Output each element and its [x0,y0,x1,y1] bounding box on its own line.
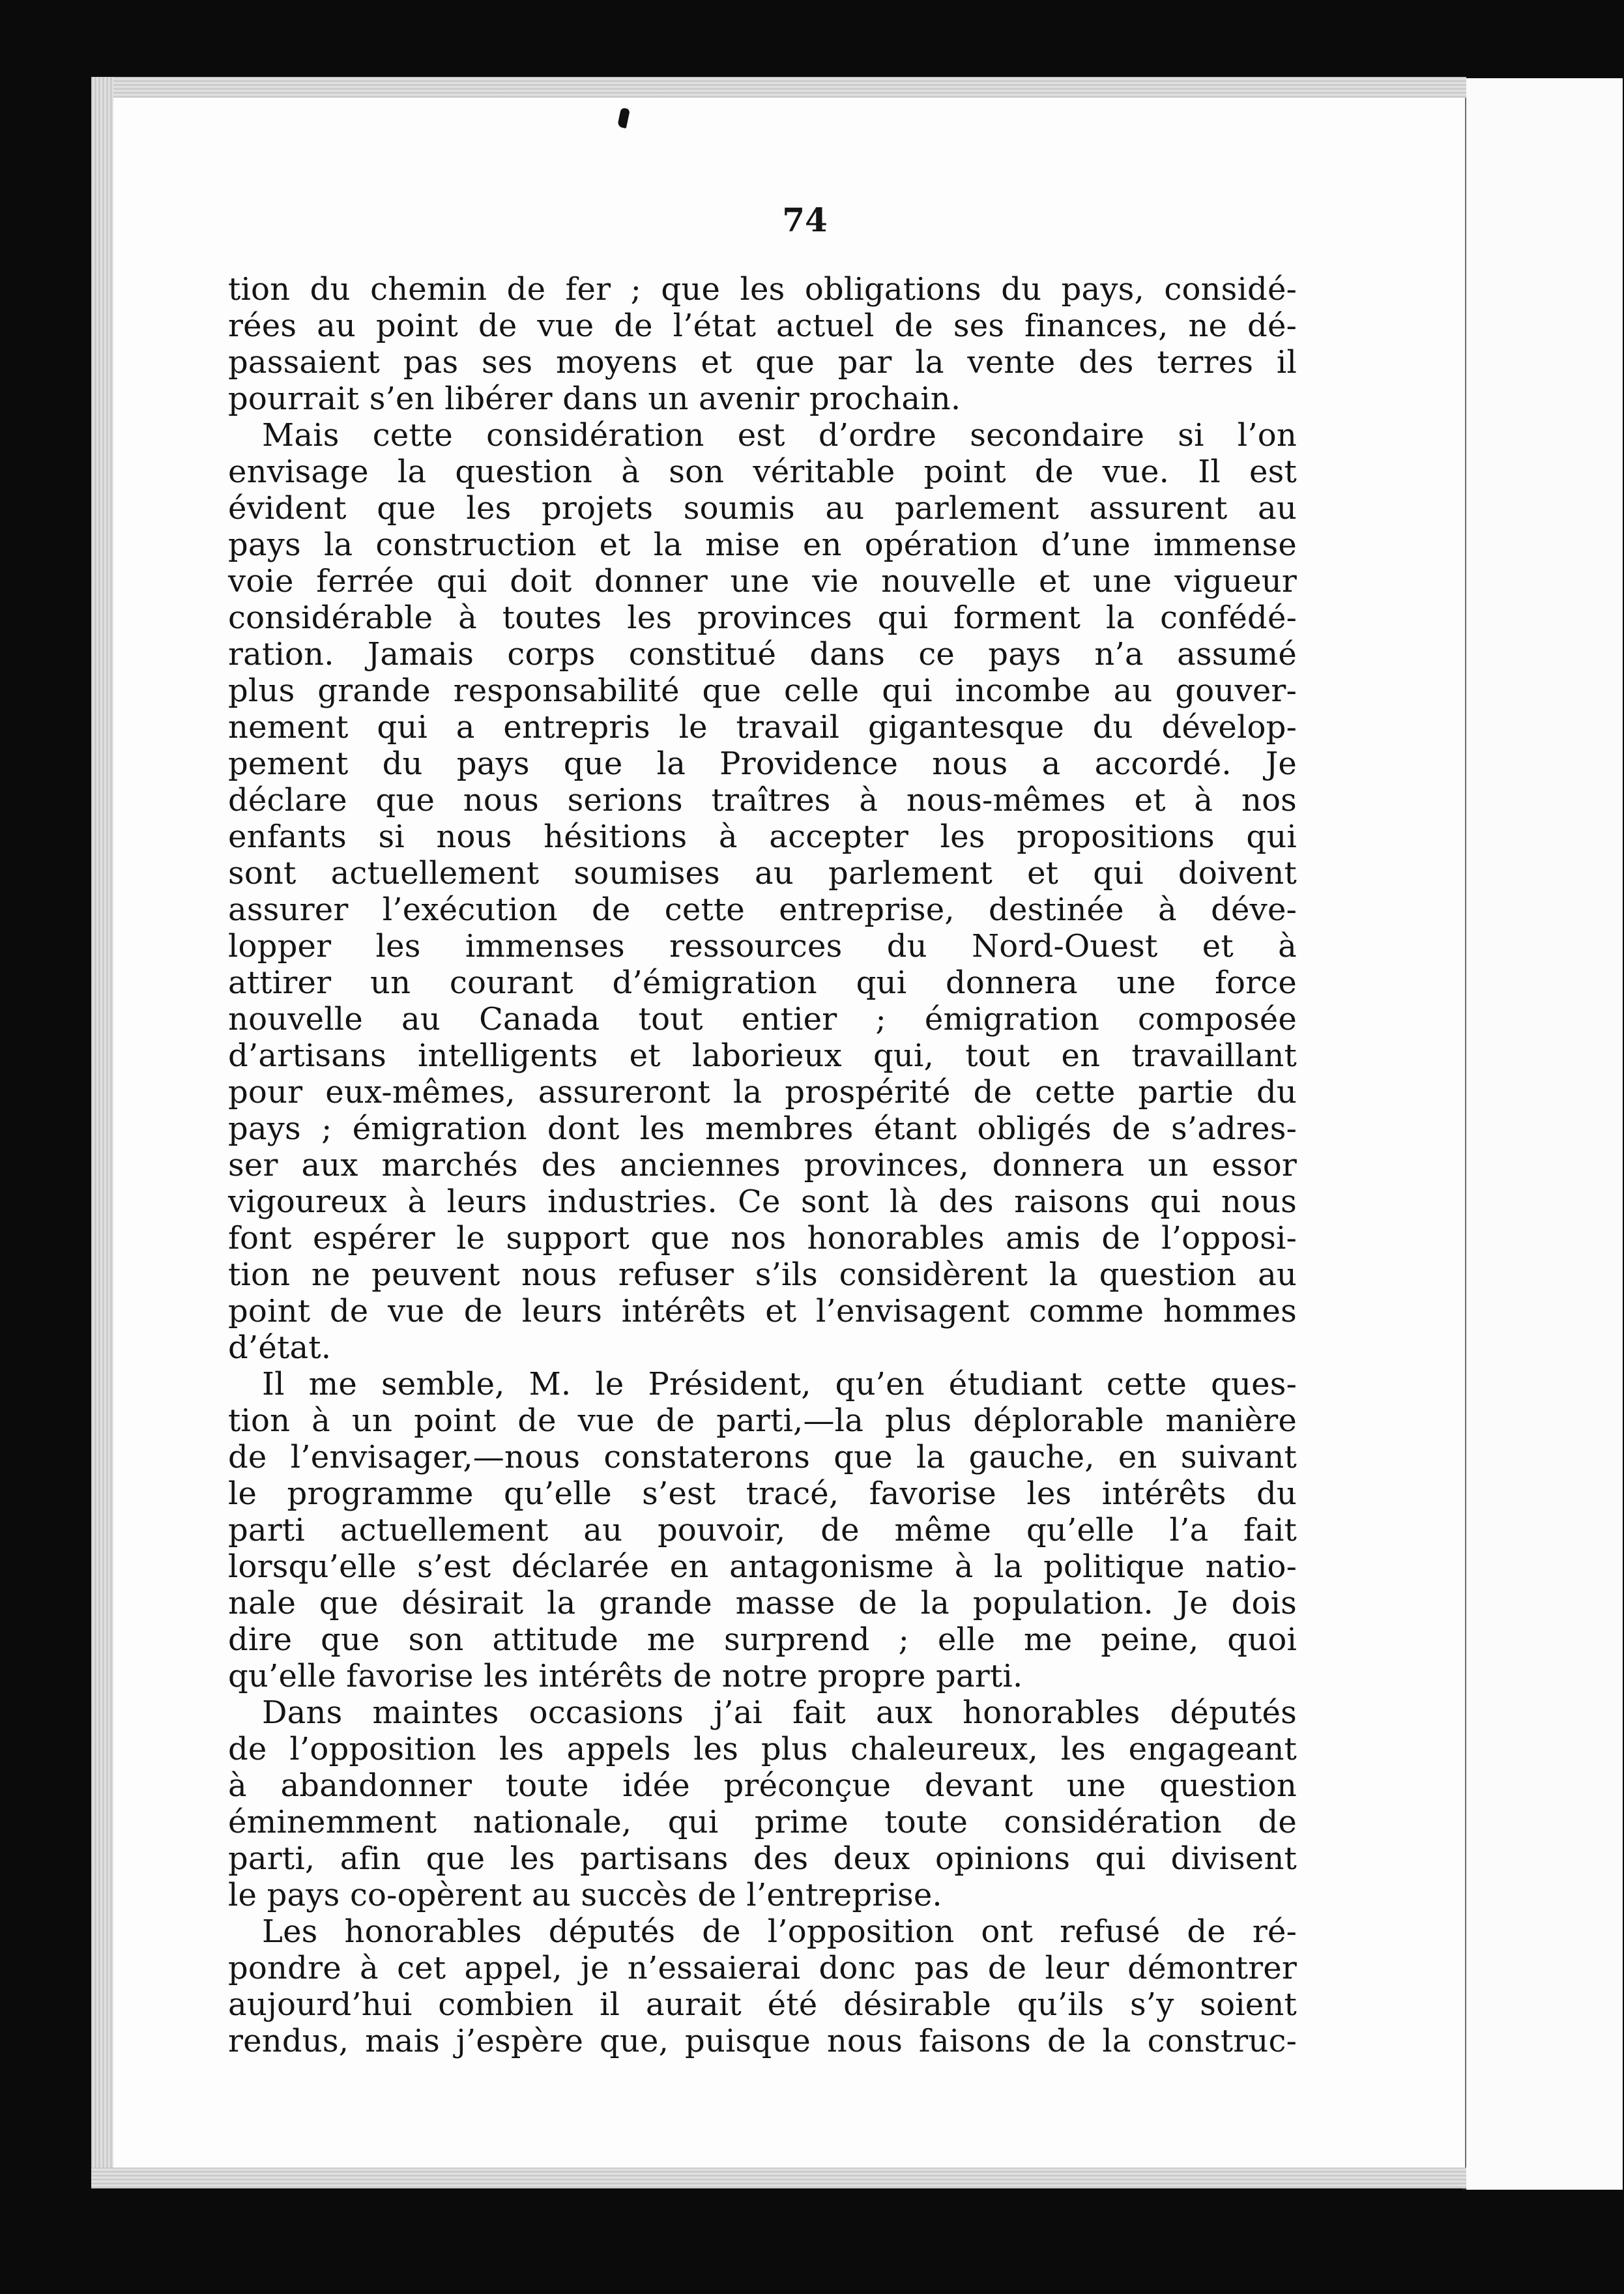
adjacent-page-edge [1462,78,1623,2190]
text-line: dire que son attitude me surprend ; elle me peine, quoi [228,1621,1297,1658]
text-line: passaient pas ses moyens et que par la vente des terres il [228,344,1297,381]
text-line: déclare que nous serions traîtres à nous-mêmes et à nos [228,782,1297,819]
text-line: pement du pays que la Providence nous a accordé. Je [228,746,1297,782]
text-line: tion ne peuvent nous refuser s’ils considèrent la question au [228,1256,1297,1293]
text-line: d’artisans intelligents et laborieux qui, tout en travaillant [228,1038,1297,1074]
text-line: parti, afin que les partisans des deux opinions qui divisent [228,1840,1297,1877]
text-line: considérable à toutes les provinces qui forment la confédé- [228,600,1297,636]
text-line: de l’opposition les appels les plus chaleureux, les engageant [228,1731,1297,1767]
text-line: qu’elle favorise les intérêts de notre propre parti. [228,1658,1023,1694]
text-line: tion à un point de vue de parti,—la plus déplorable manière [228,1402,1297,1439]
text-line: pondre à cet appel, je n’essaierai donc pas de leur démontrer [228,1950,1297,1986]
text-line: envisage la question à son véritable point de vue. Il est [228,454,1297,490]
text-line: ser aux marchés des anciennes provinces, donnera un essor [228,1147,1297,1183]
text-line: lopper les immenses ressources du Nord-Ouest et à [228,928,1297,965]
text-line: pourrait s’en libérer dans un avenir prochain. [228,381,961,417]
text-line: sont actuellement soumises au parlement et qui doivent [228,855,1297,892]
text-line: rendus, mais j’espère que, puisque nous faisons de la construc- [228,2023,1297,2059]
text-line: Mais cette considération est d’ordre secondaire si l’on [262,417,1297,454]
text-line: éminemment nationale, qui prime toute considération de [228,1804,1297,1840]
text-line: nouvelle au Canada tout entier ; émigration composée [228,1001,1297,1038]
text-line: pays ; émigration dont les membres étant obligés de s’adres- [228,1111,1297,1147]
page-stack-edge-left [91,77,113,2188]
page-stack-edge-top [91,77,1466,98]
text-line: évident que les projets soumis au parlement assurent au [228,490,1297,527]
page-number: 74 [782,201,828,239]
text-line: lorsqu’elle s’est déclarée en antagonisme à la politique natio- [228,1548,1297,1585]
text-line: nement qui a entrepris le travail gigantesque du dévelop- [228,709,1297,746]
text-line: d’état. [228,1329,332,1366]
scanned-page [91,77,1466,2188]
text-line: le pays co-opèrent au succès de l’entreprise. [228,1877,942,1913]
page-stack-edge-bottom [91,2168,1466,2188]
text-line: ration. Jamais corps constitué dans ce pays n’a assumé [228,636,1297,673]
text-line: enfants si nous hésitions à accepter les propositions qui [228,819,1297,855]
text-line: assurer l’exécution de cette entreprise, destinée à déve- [228,892,1297,928]
body-text [228,271,1297,2059]
ink-mark [617,108,630,128]
text-line: pour eux-mêmes, assureront la prospérité de cette partie du [228,1074,1297,1111]
text-line: voie ferrée qui doit donner une vie nouvelle et une vigueur [228,563,1297,600]
text-line: attirer un courant d’émigration qui donnera une force [228,965,1297,1001]
text-line: Il me semble, M. le Président, qu’en étudiant cette ques- [262,1366,1297,1402]
text-line: Les honorables députés de l’opposition ont refusé de ré- [262,1913,1297,1950]
text-line: tion du chemin de fer ; que les obligations du pays, considé- [228,271,1297,308]
text-line: vigoureux à leurs industries. Ce sont là des raisons qui nous [228,1183,1297,1220]
text-line: le programme qu’elle s’est tracé, favorise les intérêts du [228,1475,1297,1512]
text-line: pays la construction et la mise en opération d’une immense [228,527,1297,563]
text-line: point de vue de leurs intérêts et l’envisagent comme hommes [228,1293,1297,1329]
text-line: nale que désirait la grande masse de la population. Je dois [228,1585,1297,1621]
text-line: Dans maintes occasions j’ai fait aux honorables députés [262,1694,1297,1731]
text-line: à abandonner toute idée préconçue devant une question [228,1767,1297,1804]
text-line: de l’envisager,—nous constaterons que la gauche, en suivant [228,1439,1297,1475]
text-line: parti actuellement au pouvoir, de même qu’elle l’a fait [228,1512,1297,1548]
text-line: rées au point de vue de l’état actuel de ses finances, ne dé- [228,308,1297,344]
text-line: aujourd’hui combien il aurait été désirable qu’ils s’y soient [228,1986,1297,2023]
text-line: plus grande responsabilité que celle qui incombe au gouver- [228,673,1297,709]
text-line: font espérer le support que nos honorables amis de l’opposi- [228,1220,1297,1256]
